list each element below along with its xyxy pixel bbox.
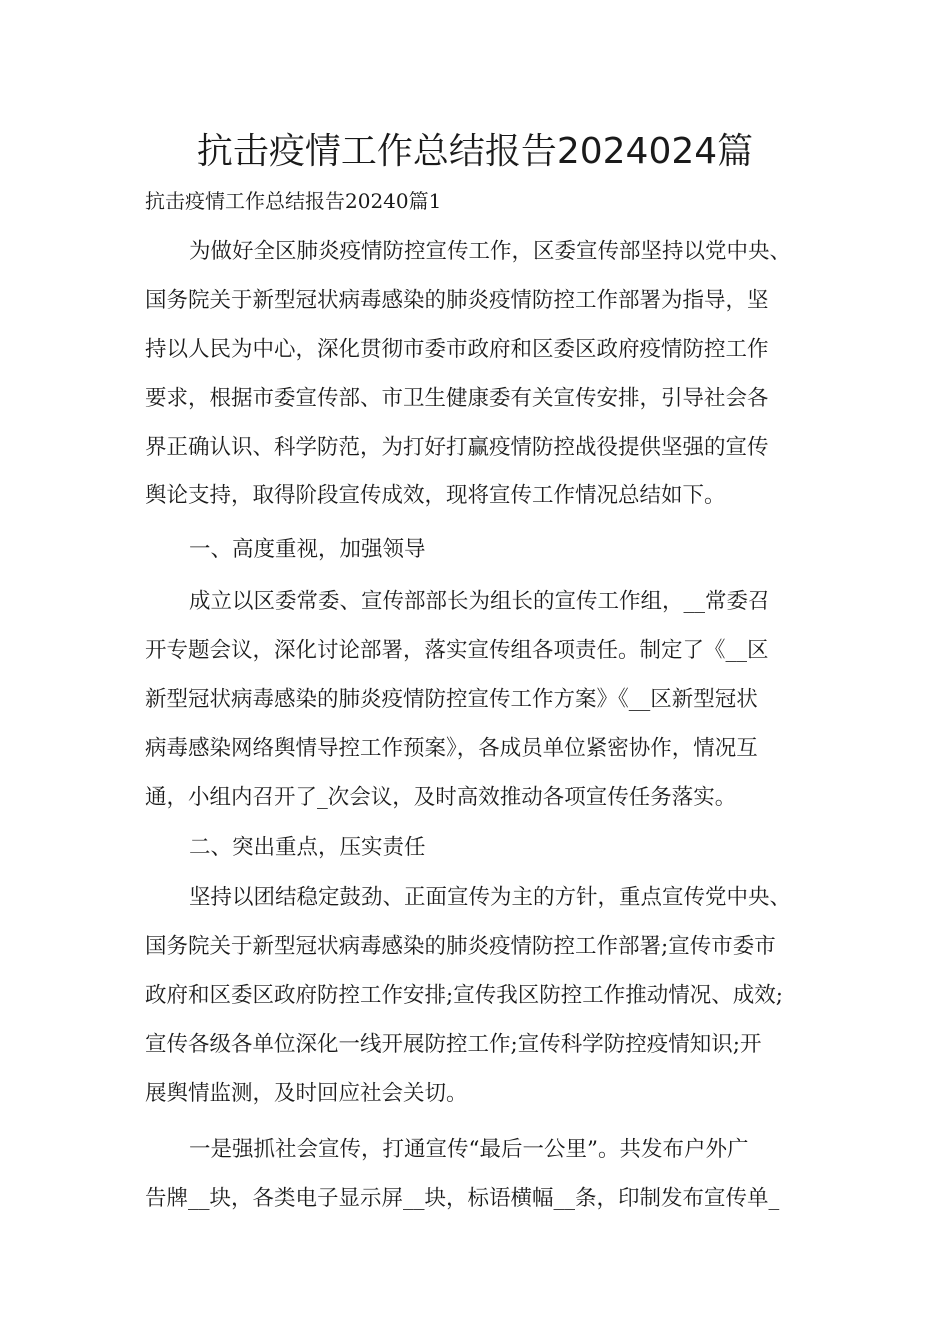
paragraph-line: 坚持以团结稳定鼓劲、正面宣传为主的方针，重点宣传党中央、 xyxy=(189,885,792,910)
section-heading-1: 一、高度重视，加强领导 xyxy=(189,537,426,562)
paragraph-line: 新型冠状病毒感染的肺炎疫情防控宣传工作方案》《__区新型冠状 xyxy=(145,686,758,712)
paragraph-line: 国务院关于新型冠状病毒感染的肺炎疫情防控工作部署;宣传市委市 xyxy=(145,933,776,959)
section-heading-2: 二、突出重点，压实责任 xyxy=(189,835,426,860)
paragraph-intro xyxy=(145,228,817,521)
paragraph-line: 展舆情监测，及时回应社会关切。 xyxy=(145,1080,468,1106)
paragraph-leadership xyxy=(145,578,817,822)
paragraph-focus xyxy=(145,874,817,1118)
paragraph-line: 持以人民为中心，深化贯彻市委市政府和区委区政府疫情防控工作 xyxy=(145,336,769,362)
paragraph-line: 宣传各级各单位深化一线开展防控工作;宣传科学防控疫情知识;开 xyxy=(145,1031,762,1057)
paragraph-line: 通，小组内召开了_次会议，及时高效推动各项宣传任务落实。 xyxy=(145,784,737,810)
paragraph-line: 告牌__块，各类电子显示屏__块，标语横幅__条，印制发布宣传单_ xyxy=(145,1185,780,1211)
paragraph-line: 要求，根据市委宣传部、市卫生健康委有关宣传安排，引导社会各 xyxy=(145,385,769,411)
paragraph-line: 病毒感染网络舆情导控工作预案》，各成员单位紧密协作，情况互 xyxy=(145,735,758,761)
paragraph-line: 舆论支持，取得阶段宣传成效，现将宣传工作情况总结如下。 xyxy=(145,483,726,509)
paragraph-line: 政府和区委区政府防控工作安排;宣传我区防控工作推动情况、成效; xyxy=(145,982,783,1008)
paragraph-line: 国务院关于新型冠状病毒感染的肺炎疫情防控工作部署为指导，坚 xyxy=(145,287,769,313)
paragraph-line: 成立以区委常委、宣传部部长为组长的宣传工作组，__常委召 xyxy=(189,589,770,614)
paragraph-line: 一是强抓社会宣传，打通宣传“最后一公里”。共发布户外广 xyxy=(189,1137,749,1162)
paragraph-line: 为做好全区肺炎疫情防控宣传工作，区委宣传部坚持以党中央、 xyxy=(189,239,792,264)
document-title: 抗击疫情工作总结报告2024024篇 xyxy=(196,131,754,172)
paragraph-line: 界正确认识、科学防范，为打好打赢疫情防控战役提供坚强的宣传 xyxy=(145,434,769,460)
paragraph-line: 开专题会议，深化讨论部署，落实宣传组各项责任。制定了《__区 xyxy=(145,637,769,663)
document-subtitle: 抗击疫情工作总结报告20240篇1 xyxy=(145,189,442,213)
paragraph-social-publicity xyxy=(145,1126,817,1224)
